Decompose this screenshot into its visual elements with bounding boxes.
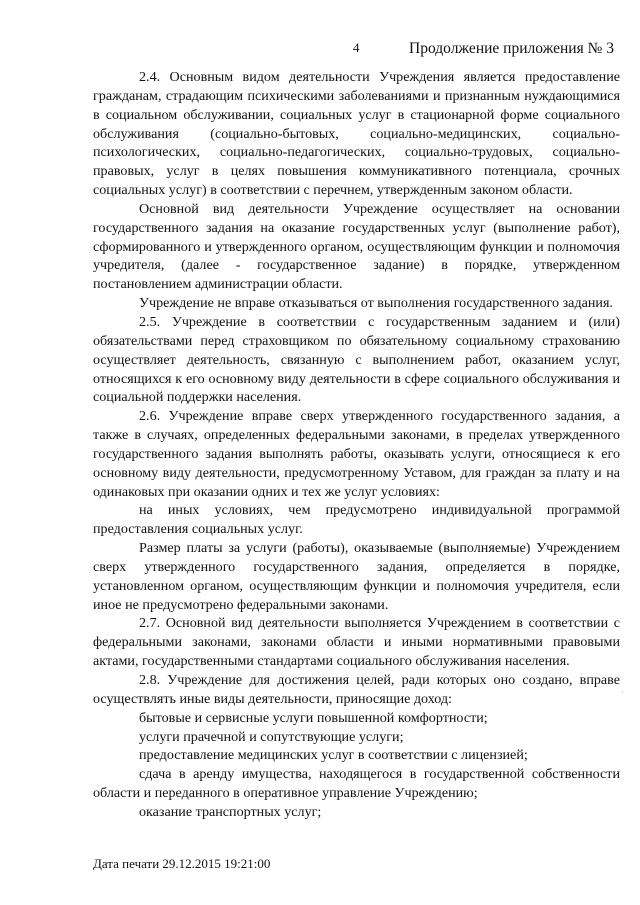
paragraph-no-refusal: Учреждение не вправе отказываться от выполнения государственного задания. <box>139 295 613 312</box>
document-body <box>93 68 620 822</box>
page-number: 4 <box>353 40 360 55</box>
list-item-transport-services: оказание транспортных услуг; <box>139 803 322 820</box>
list-item-medical-services: предоставление медицинских услуг в соответствии с лицензией; <box>139 747 528 764</box>
paragraph-2-6: 2.6. Учреждение вправе сверх утвержденного государственного задания, а также в случаях, определенных федеральными законами, в пределах утвержденного государственного задания выполнять работы, оказывать услуги, относящиеся к его основному виду деятельности, предусмотренному Уставом, для граждан за плату и на одинаковых при оказании одних и тех же услуг условиях: <box>93 408 620 500</box>
paragraph-2-5: 2.5. Учреждение в соответствии с государственным заданием и (или) обязательствами перед страховщиком по обязательному социальному страхованию осуществляет деятельность, связанную с выполнением работ, оказанием услуг, относящихся к его основному виду деятельности в сфере социального обслуживания и социальной поддержки населения. <box>93 313 620 406</box>
list-item-laundry-services: услуги прачечной и сопутствующие услуги; <box>139 728 404 745</box>
print-date-footer: Дата печати 29.12.2015 19:21:00 <box>93 856 271 871</box>
list-item-property-lease: сдача в аренду имущества, находящегося в государственной собственности области и переданного в оперативное управление Учреждению; <box>93 766 620 802</box>
paragraph-2-7: 2.7. Основной вид деятельности выполняется Учреждением в соответствии с федеральными законами, законами области и иными нормативными правовыми актами, государственными стандартами социального обслуживания населения. <box>93 615 620 670</box>
paragraph-2-8: 2.8. Учреждение для достижения целей, ради которых оно создано, вправе осуществлять иные виды деятельности, приносящие доход: <box>93 672 620 707</box>
paragraph-main-activity: Основной вид деятельности Учреждение осуществляет на основании государственного задания на оказание государственных услуг (выполнение работ), сформированного и утвержденного органом, осуществляющим функции и полномочия учредителя, (далее - государственное задание) в порядке, утвержденном постановлением администрации области. <box>93 200 620 293</box>
paragraph-other-conditions: на иных условиях, чем предусмотрено индивидуальной программой предоставления социальных услуг. <box>93 502 620 538</box>
paragraph-2-4: 2.4. Основным видом деятельности Учреждения является предоставление гражданам, страдающим психическими заболеваниями и признанным нуждающимися в социальном обслуживании, социальных услуг в стационарной форме социального обслуживания (социально-бытовых, социально-медицинских, социально-психологических, социально-педагогических, социально-трудовых, социально-правовых, услуг в целях повышения коммуникативного потенциала, срочных социальных услуг) в соответствии с перечнем, утвержденным законом области. <box>93 69 620 199</box>
appendix-continuation-header: Продолжение приложения № 3 <box>409 40 614 57</box>
paragraph-fee-size: Размер платы за услуги (работы), оказываемые (выполняемые) Учреждением сверх утвержденного государственного задания, определяется в порядке, установленном органом, осуществляющим функции и полномочия учредителя, если иное не предусмотрено федеральными законами. <box>93 540 620 613</box>
list-item-household-services: бытовые и сервисные услуги повышенной комфортности; <box>139 709 488 726</box>
scan-speck: · <box>621 688 624 697</box>
